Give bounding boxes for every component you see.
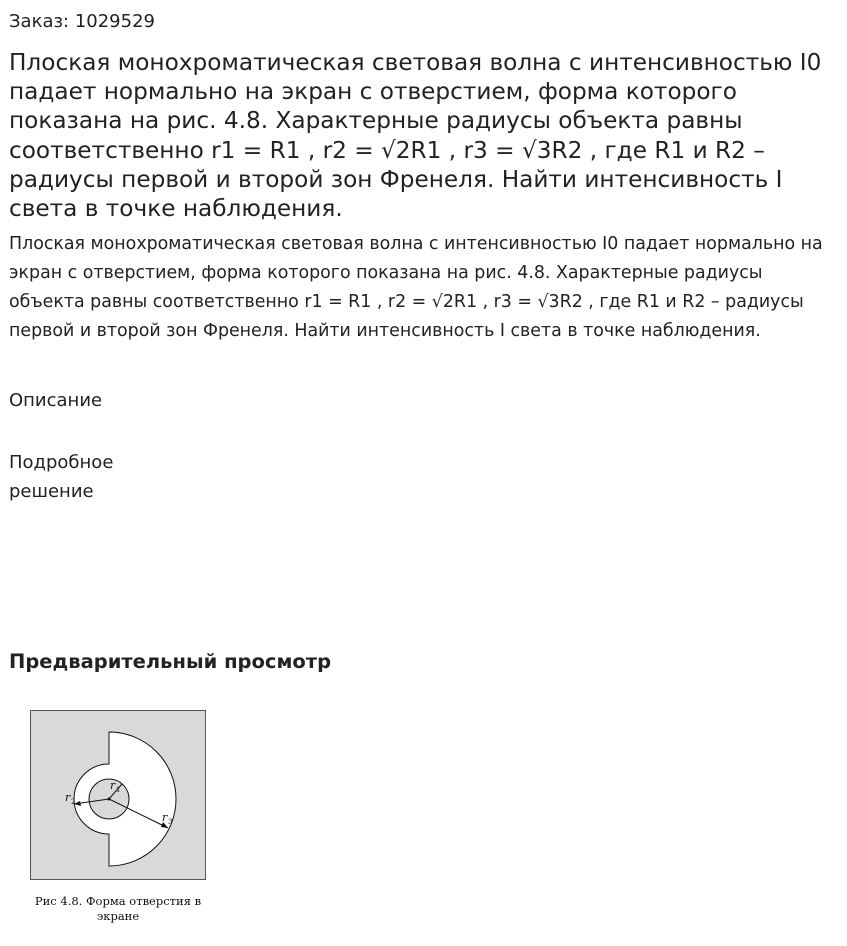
description-label: Описание xyxy=(9,390,103,411)
label-r3-sub: 3 xyxy=(168,818,173,826)
center-point xyxy=(108,798,111,801)
detailed-solution-label: Подробное решение xyxy=(9,452,114,502)
task-description: Плоская монохроматическая световая волна с интенсивностью I0 падает нормально на экран с отверстием, форма которого показана на рис. 4.8. Характерные радиусы объекта равны соответственно r1 = R1 , r2 = √2R1 , r3 = √3R2 , где R1 и R2 – радиусы первой и второй зон Френеля. Найти интенсивность I света в точке наблюдения. xyxy=(9,234,823,341)
order-number: Заказ: 1029529 xyxy=(9,11,155,32)
screen-opening-diagram xyxy=(30,710,206,880)
label-r1-sub: 1 xyxy=(116,786,121,794)
label-r1: r xyxy=(110,779,116,792)
figure-caption: Рис 4.8. Форма отверстия в экране xyxy=(34,894,202,923)
preview-title: Предварительный просмотр xyxy=(9,650,332,673)
task-heading: Плоская монохроматическая световая волна с интенсивностью I0 падает нормально на экран с отверстием, форма которого показана на рис. 4.8. Характерные радиусы объекта равны соответственно r1 = R1 , r2 = √2R1 , r3 = √3R2 , где R1 и R2 – радиусы первой и второй зон Френеля. Найти интенсивность I света в точке наблюдения. xyxy=(9,49,822,223)
label-r2-sub: 2 xyxy=(71,798,76,806)
label-r2: r xyxy=(65,791,71,804)
label-r3: r xyxy=(162,811,168,824)
figure-screen-opening xyxy=(30,710,206,880)
